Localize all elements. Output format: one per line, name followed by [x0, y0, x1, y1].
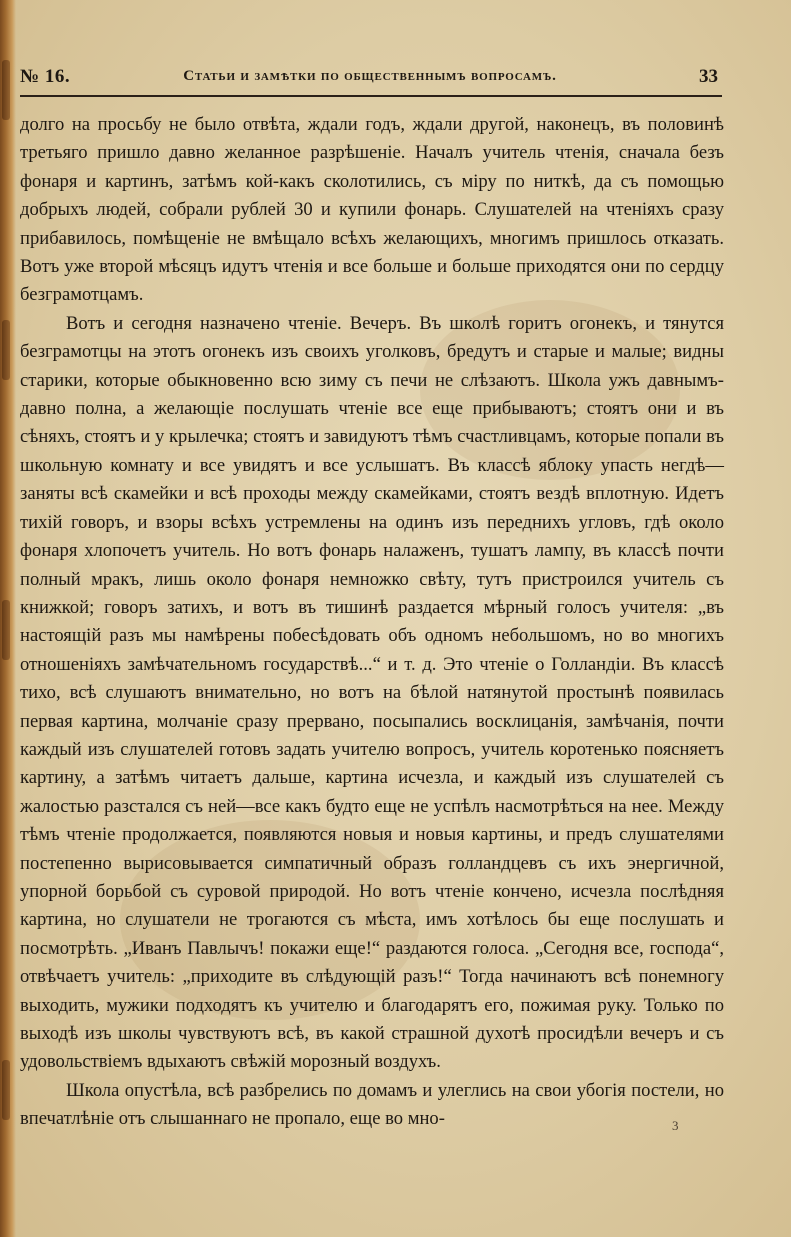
paragraph: долго на просьбу не было отвѣта, ждали годъ, ждали другой, наконецъ, въ половинѣ третьяго пришло давно желанное разрѣшеніе. Началъ учитель чтенія, сначала безъ фонаря и картинъ, затѣмъ кой-какъ сколотились, съ міру по ниткѣ, да съ помощью добрыхъ людей, собрали рублей 30 и купили фонарь. Слушателей на чтеніяхъ сразу прибавилось, помѣщеніе не вмѣщало всѣхъ желающихъ, многимъ пришлось отказать. Вотъ уже второй мѣсяцъ идутъ чтенія и все больше и больше приходятся они по сердцу безграмотцамъ. [20, 114, 724, 306]
paragraph: Вотъ и сегодня назначено чтеніе. Вечеръ. Въ школѣ горитъ огонекъ, и тянутся безграмотцы на этотъ огонекъ изъ своихъ уголковъ, бредутъ и старые и малые; видны старики, которые обыкновенно всю зиму съ печи не слѣзаютъ. Школа ужъ давнымъ-давно полна, а желающіе послушать чтеніе все еще прибываютъ; стоятъ они и въ сѣняхъ, стоятъ и у крылечка; стоятъ и завидуютъ тѣмъ счастливцамъ, которые попали въ школьную комнату и все увидятъ и все услышатъ. Въ классѣ яблоку упасть негдѣ—заняты всѣ скамейки и всѣ проходы между скамейками, стоятъ вездѣ вплотную. Идетъ тихій говоръ, и взоры всѣхъ устремлены на одинъ изъ переднихъ угловъ, гдѣ около фонаря хлопочетъ учитель. Но вотъ фонарь налаженъ, тушатъ лампу, въ классѣ почти полный мракъ, лишь около фонаря немножко свѣту, тутъ пристроился учитель съ книжкой; говоръ затихъ, и вотъ въ тишинѣ раздается мѣрный голосъ учителя: „въ настоящій разъ мы намѣрены побесѣдовать объ одномъ небольшомъ, но во многихъ отношеніяхъ замѣчательномъ государствѣ...“ и т. д. Это чтеніе о Голландіи. Въ классѣ тихо, всѣ слушаютъ внимательно, но вотъ на бѣлой натянутой простынѣ появилась первая картина, молчаніе сразу прервано, посыпались восклицанія, замѣчанія, почти каждый изъ слушателей готовъ задать учителю вопросъ, учитель коротенько поясняетъ картину, а затѣмъ читаетъ дальше, картина исчезла, и каждый изъ слушателей съ жалостью разстался съ ней—все какъ будто еще не успѣлъ насмотрѣться на нее. Между тѣмъ чтеніе продолжается, появляются новыя и новыя картины, и предъ слушателями постепенно вырисовывается симпатичный образъ голландцевъ съ ихъ энергичной, упорной борьбой съ суровой природой. Но вотъ чтеніе кончено, исчезла послѣдняя картина, но слушатели не трогаются съ мѣста, имъ хотѣлось бы еще послушать и посмотрѣть. „Иванъ Павлычъ! покажи еще!“ раздаются голоса. „Сегодня все, господа“, отвѣчаетъ учитель: „приходите въ слѣдующій разъ!“ Тогда начинаютъ всѣ понемногу выходить, мужики подходятъ къ учителю и благодарятъ его, пожимая руку. Только по выходѣ изъ школы чувствуютъ всѣ, въ какой страшной духотѣ просидѣли вечеръ и съ удовольствіемъ вдыхаютъ свѣжій морозный воздухъ. [20, 312, 724, 1073]
article-body [20, 111, 724, 1134]
binding-mark [2, 60, 10, 120]
binding-mark [2, 1060, 10, 1120]
issue-number: № 16. [20, 66, 71, 87]
signature-mark: 3 [672, 1118, 679, 1133]
page-number: 33 [699, 66, 718, 87]
paragraph: Школа опустѣла, всѣ разбрелись по домамъ и улеглись на свои убогія постели, но впечатлѣніе отъ слышаннаго не пропало, еще во мно- [20, 1079, 724, 1130]
running-title: Статьи и замѣтки по общественнымъ вопросамъ. [183, 68, 557, 84]
binding-mark [2, 320, 10, 380]
running-header [20, 66, 720, 92]
book-spine-edge [0, 0, 16, 1237]
binding-mark [2, 600, 10, 660]
header-rule [20, 95, 722, 97]
